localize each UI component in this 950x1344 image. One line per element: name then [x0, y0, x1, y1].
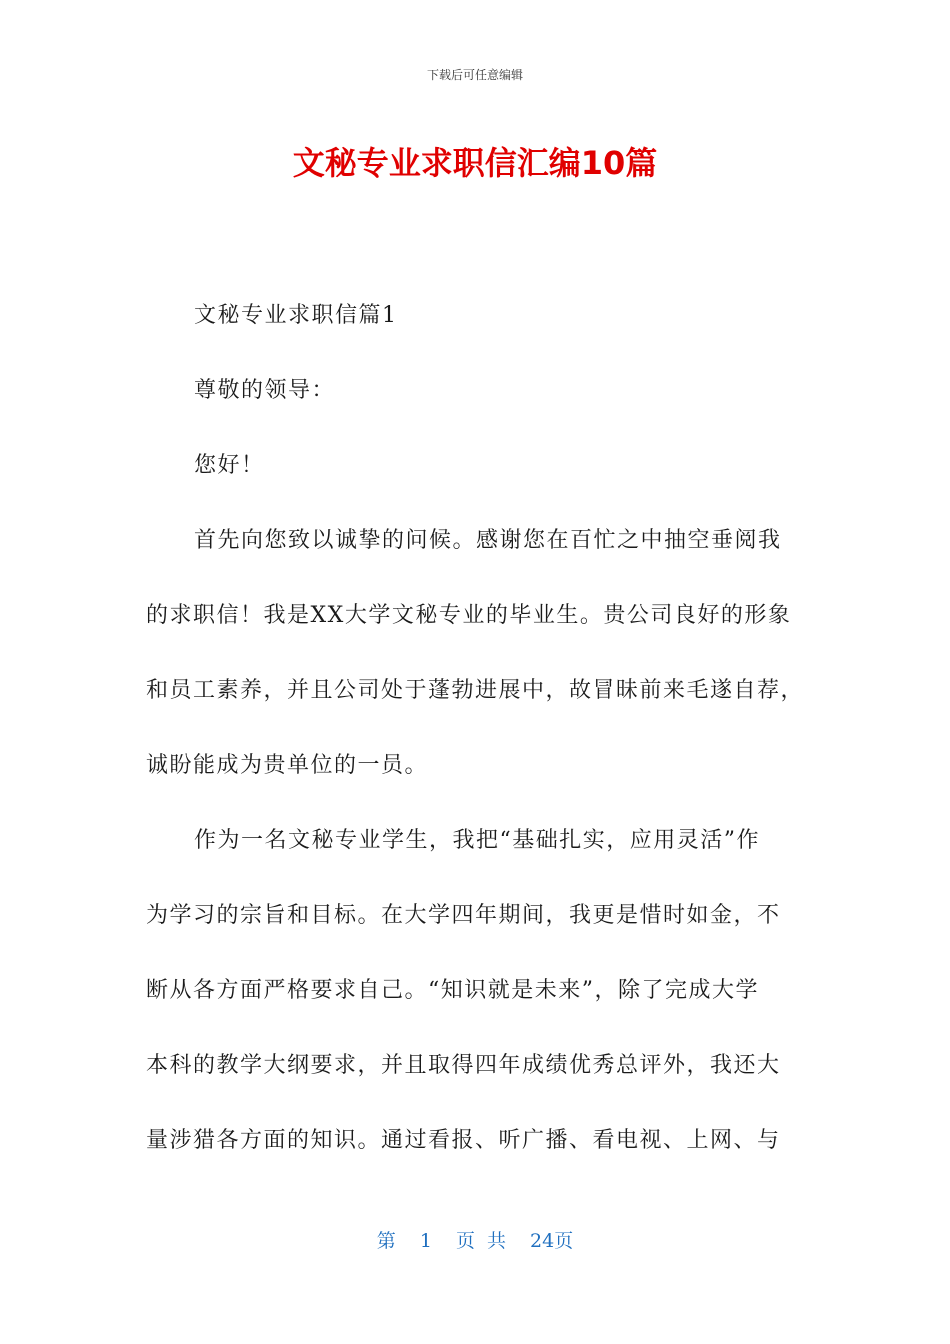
- footer-middle: 页 共: [455, 1230, 506, 1252]
- footer-page-number: 1: [419, 1230, 432, 1252]
- page-footer: [0, 1226, 950, 1253]
- body-line-1: 文秘专业求职信篇1: [194, 303, 398, 328]
- body-line-5: 的求职信！我是XX大学文秘专业的毕业生。贵公司良好的形象: [146, 603, 792, 628]
- document-title: 文秘专业求职信汇编10篇: [292, 144, 658, 182]
- body-line-4: 首先向您致以诚挚的问候。感谢您在百忙之中抽空垂阅我: [194, 528, 782, 553]
- body-line-11: 本科的教学大纲要求，并且取得四年成绩优秀总评外，我还大: [146, 1053, 781, 1078]
- body-line-7: 诚盼能成为贵单位的一员。: [146, 753, 429, 778]
- document-body: [146, 278, 806, 1178]
- body-line-2: 尊敬的领导：: [194, 378, 336, 403]
- body-line-6: 和员工素养，并且公司处于蓬勃进展中，故冒昧前来毛遂自荐，: [146, 678, 805, 703]
- body-line-3: 您好！: [194, 453, 265, 478]
- footer-prefix: 第: [376, 1230, 396, 1252]
- body-line-8: 作为一名文秘专业学生，我把“基础扎实，应用灵活”作: [194, 828, 760, 853]
- body-line-9: 为学习的宗旨和目标。在大学四年期间，我更是惜时如金，不: [146, 903, 781, 928]
- footer-total-pages: 24页: [530, 1230, 574, 1252]
- body-line-10: 断从各方面严格要求自己。“知识就是未来”，除了完成大学: [146, 978, 759, 1003]
- header-note: 下载后可任意编辑: [426, 68, 523, 82]
- body-line-12: 量涉猎各方面的知识。通过看报、听广播、看电视、上网、与: [146, 1128, 781, 1153]
